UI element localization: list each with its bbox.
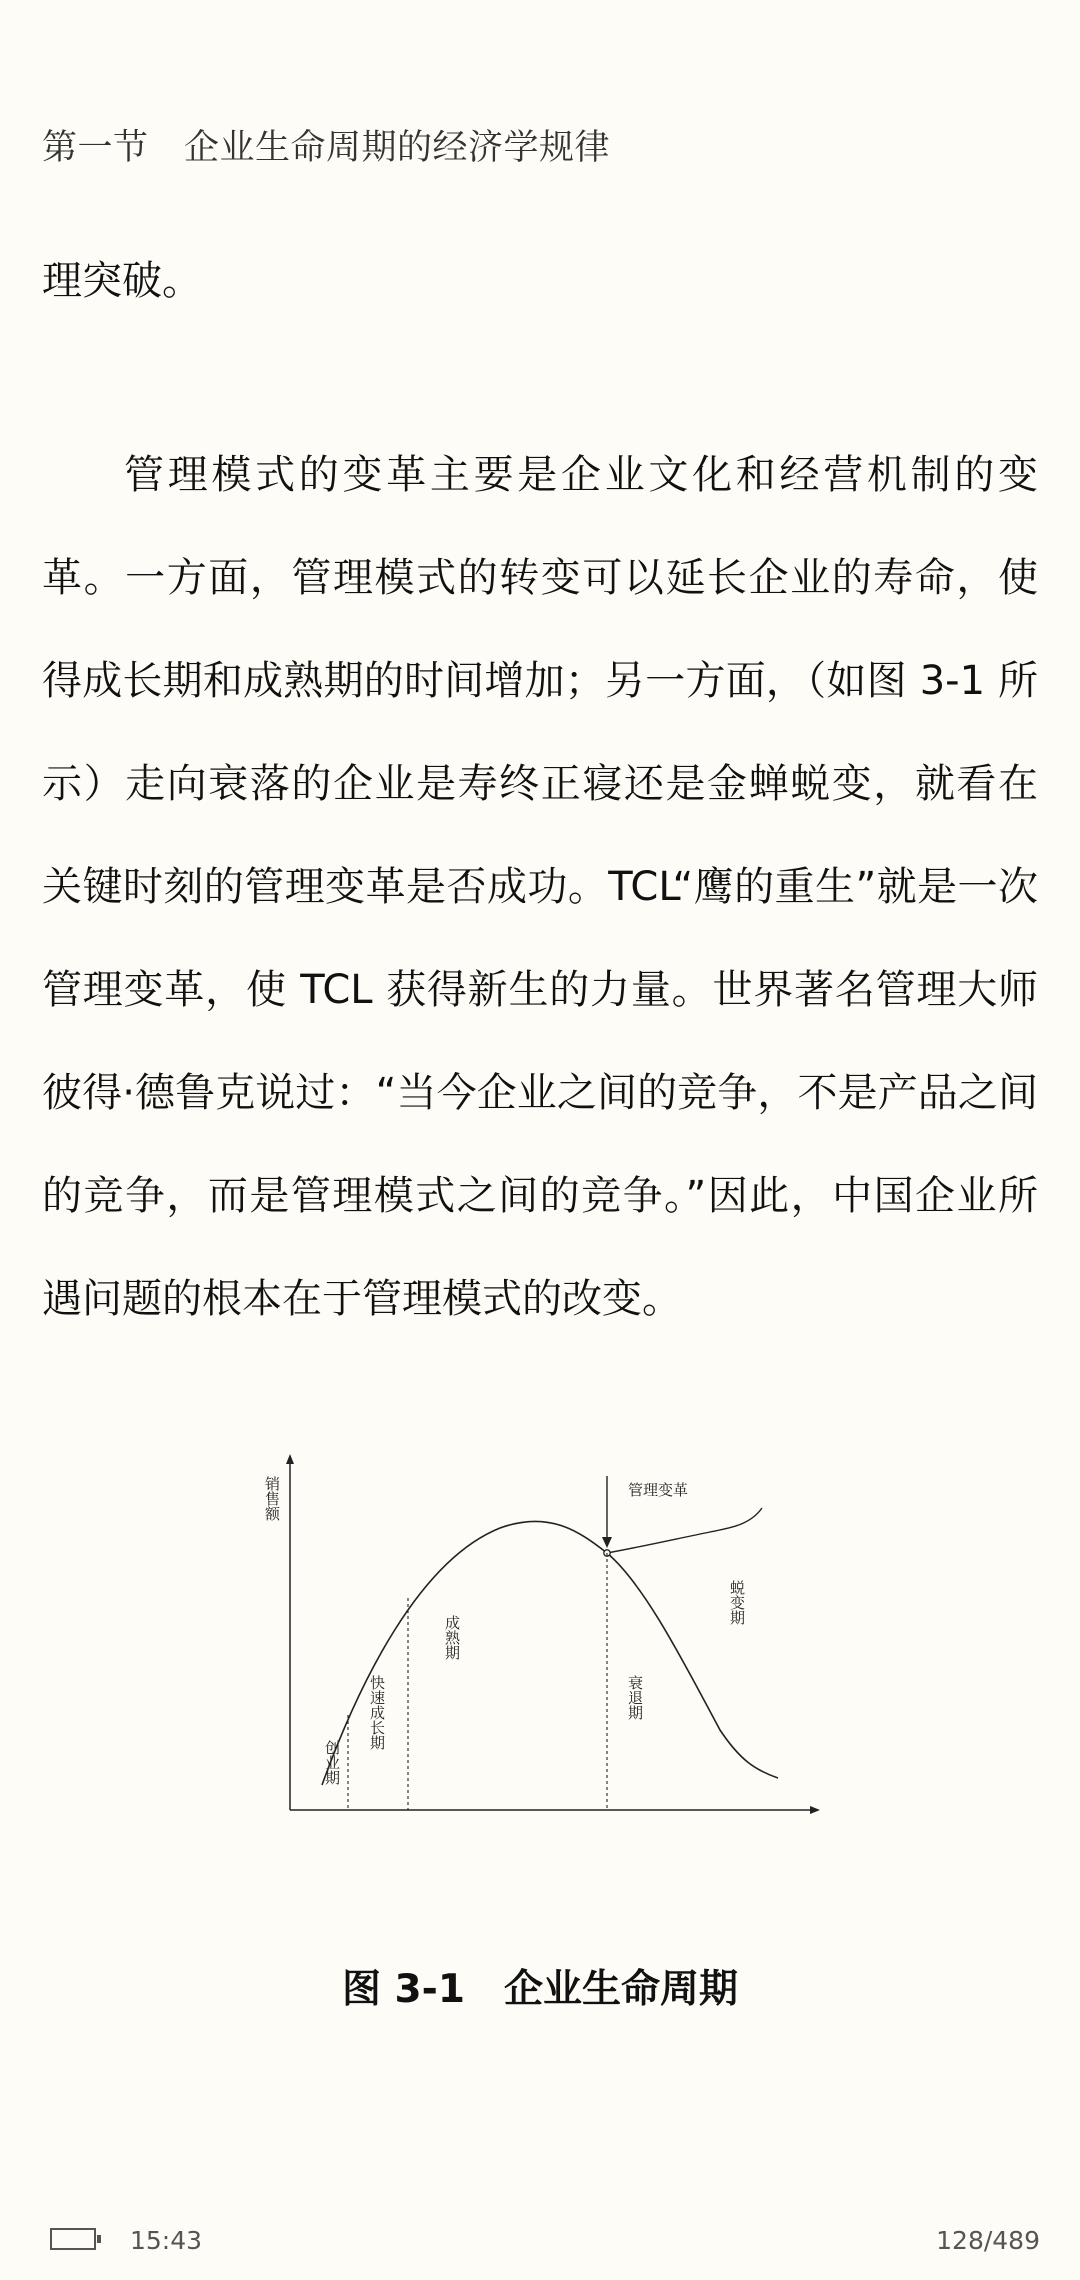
y-axis-arrow <box>286 1454 294 1464</box>
chapter-title: 第一节 企业生命周期的经济学规律 <box>42 128 611 168</box>
lifecycle-curve <box>322 1521 778 1785</box>
y-axis-label: 销售额 <box>263 1476 281 1521</box>
x-axis-arrow <box>810 1806 820 1814</box>
lifecycle-diagram <box>250 1440 830 1830</box>
figure-caption: 图 3-1 企业生命周期 <box>341 1967 739 2012</box>
stage-label-startup: 创业期 <box>323 1740 341 1785</box>
stage-label-growth: 快速成长期 <box>368 1675 386 1750</box>
reform-arrow-head <box>602 1537 612 1548</box>
lifecycle-figure <box>250 1440 830 1830</box>
page-number: 128/489 <box>936 2226 1040 2255</box>
stage-label-decline: 衰退期 <box>626 1675 644 1720</box>
stage-label-maturity: 成熟期 <box>443 1615 461 1660</box>
transformation-curve <box>607 1508 762 1553</box>
status-bar <box>0 2220 1080 2260</box>
paragraph-2: 管理模式的变革主要是企业文化和经营机制的变革。一方面，管理模式的转变可以延长企业的寿命，使得成长期和成熟期的时间增加；另一方面，（如图 3-1 所示）走向衰落的企业是寿终正寝还是金蝉蜕变，就看在关键时刻的管理变革是否成功。TCL“鹰的重生”就是一次管理变革，使 TCL 获得新生的力量。世界著名管理大师彼得·德鲁克说过：“当今企业之间的竞争，不是产品之间的竞争，而是管理模式之间的竞争。”因此，中国企业所遇问题的根本在于管理模式的改变。 <box>42 452 1038 1322</box>
reform-annotation: 管理变革 <box>628 1481 689 1499</box>
stage-label-transformation: 蜕变期 <box>728 1580 746 1625</box>
paragraph-1: 理突破。 <box>42 258 202 304</box>
battery-icon <box>50 2228 96 2250</box>
status-time: 15:43 <box>130 2226 203 2255</box>
